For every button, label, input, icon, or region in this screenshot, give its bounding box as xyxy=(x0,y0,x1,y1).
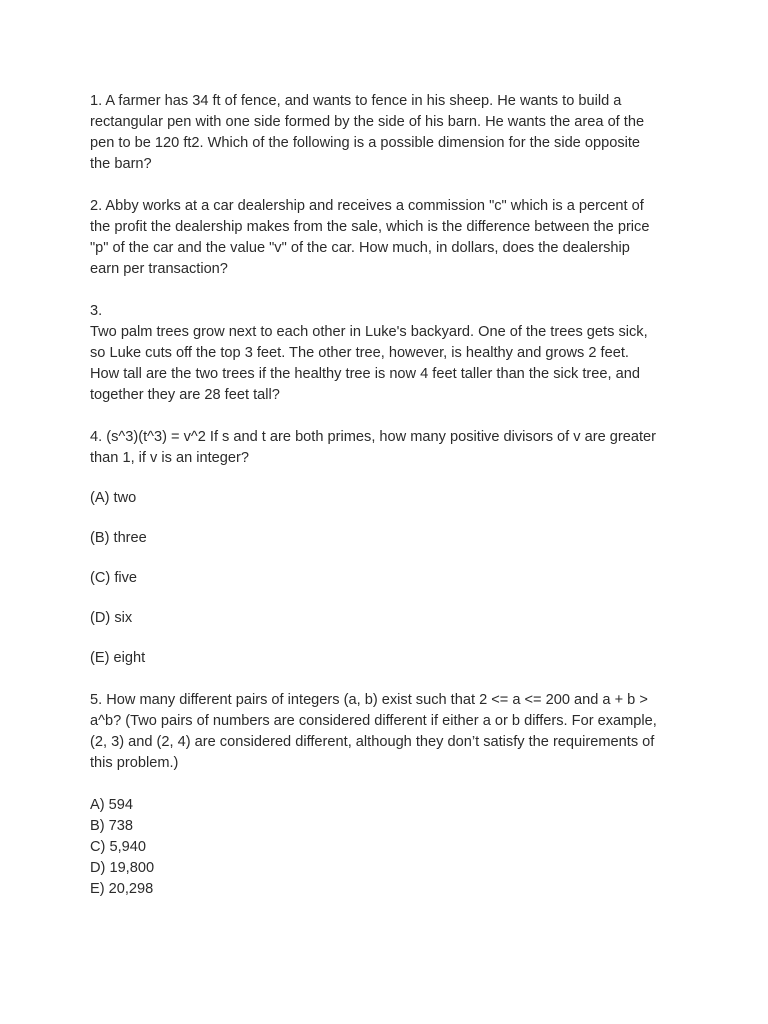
question-5-option-e: E) 20,298 xyxy=(90,881,154,897)
question-1-text: 1. A farmer has 34 ft of fence, and wants to fence in his sheep. He wants to build a rectangular pen with one side formed by the side of his barn. He wants the area of the pen to be 120 ft2. Which of the following is a possible dimension for the side opposite the barn? xyxy=(90,93,645,172)
question-4-option-e: (E) eight xyxy=(90,650,146,666)
question-5-option-a: A) 594 xyxy=(90,797,133,813)
question-5-options xyxy=(90,795,690,900)
question-4-option-d: (D) six xyxy=(90,610,133,626)
document-page xyxy=(90,91,690,900)
question-4-option-b: (B) three xyxy=(90,530,147,546)
question-5-option-c: C) 5,940 xyxy=(90,839,146,855)
question-4-option-c: (C) five xyxy=(90,570,138,586)
question-5-option-d: D) 19,800 xyxy=(90,860,155,876)
question-5-option-b: B) 738 xyxy=(90,818,133,834)
question-2-text: 2. Abby works at a car dealership and receives a commission "c" which is a percent of the profit the dealership makes from the sale, which is the difference between the price "p" of the car and the value "v" of the car. How much, in dollars, does the dealership earn per transaction? xyxy=(90,198,650,277)
question-3-text: Two palm trees grow next to each other in Luke's backyard. One of the trees gets sick, so Luke cuts off the top 3 feet. The other tree, however, is healthy and grows 2 feet. How tall are the two trees if the healthy tree is now 4 feet taller than the sick tree, and together they are 28 feet tall? xyxy=(90,324,648,403)
question-4-text: 4. (s^3)(t^3) = v^2 If s and t are both primes, how many positive divisors of v are greater than 1, if v is an integer? xyxy=(90,429,657,466)
question-3-number: 3. xyxy=(90,303,103,319)
question-4-option-a: (A) two xyxy=(90,490,137,506)
question-5-text: 5. How many different pairs of integers (a, b) exist such that 2 <= a <= 200 and a + b > a^b? (Two pairs of numbers are considered different if either a or b differs. For example, (2, 3) and (2, 4) are considered different, although they don’t satisfy the requirements of this problem.) xyxy=(90,692,657,771)
